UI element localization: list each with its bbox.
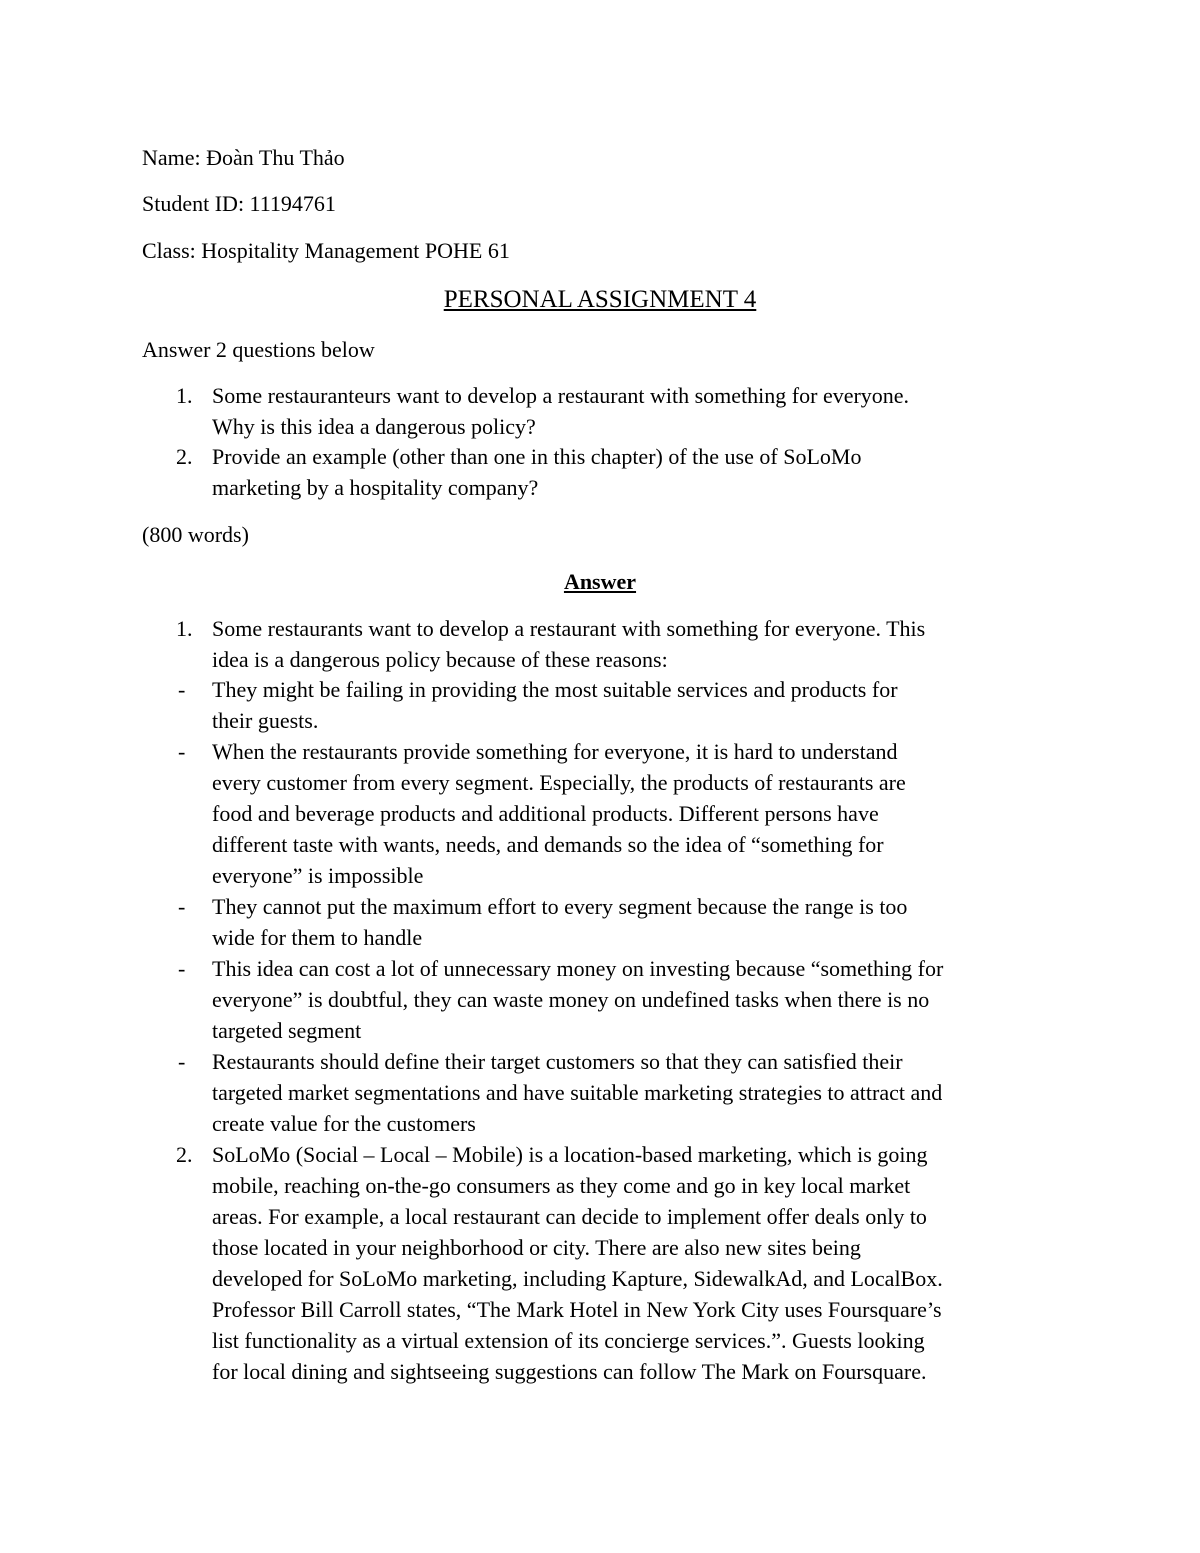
answer-line: SoLoMo (Social – Local – Mobile) is a location-based marketing, which is going [212, 1142, 928, 1167]
student-name: Name: Đoàn Thu Thảo [142, 145, 345, 170]
intro-text: Answer 2 questions below [142, 337, 375, 362]
student-id: Student ID: 11194761 [142, 191, 336, 216]
bullet-marker: - [178, 956, 186, 981]
answer-line: Some restaurants want to develop a restaurant with something for everyone. This [212, 616, 926, 641]
answer-line: developed for SoLoMo marketing, including Kapture, SidewalkAd, and LocalBox. [212, 1266, 943, 1291]
question-line: Provide an example (other than one in this chapter) of the use of SoLoMo [212, 444, 862, 469]
answer-number: 1. [176, 616, 193, 641]
bullet-marker: - [178, 677, 186, 702]
bullet-line: This idea can cost a lot of unnecessary money on investing because “something for [212, 956, 944, 981]
answer-line: idea is a dangerous policy because of these reasons: [212, 647, 668, 672]
bullet-line: They might be failing in providing the most suitable services and products for [212, 677, 898, 702]
bullet-marker: - [178, 739, 186, 764]
answer-line: mobile, reaching on-the-go consumers as they come and go in key local market [212, 1173, 911, 1198]
answer-line: Professor Bill Carroll states, “The Mark Hotel in New York City uses Foursquare’s [212, 1297, 942, 1322]
bullet-line: different taste with wants, needs, and demands so the idea of “something for [212, 832, 884, 857]
class-name: Class: Hospitality Management POHE 61 [142, 238, 510, 263]
question-line: Some restauranteurs want to develop a restaurant with something for everyone. [212, 383, 910, 408]
question-line: marketing by a hospitality company? [212, 475, 539, 500]
bullet-line: everyone” is impossible [212, 863, 424, 888]
bullet-marker: - [178, 894, 186, 919]
bullet-line: wide for them to handle [212, 925, 423, 950]
bullet-marker: - [178, 1049, 186, 1074]
answer-line: those located in your neighborhood or city. There are also new sites being [212, 1235, 861, 1260]
bullet-line: targeted market segmentations and have suitable marketing strategies to attract and [212, 1080, 943, 1105]
question-line: Why is this idea a dangerous policy? [212, 414, 536, 439]
answer-number: 2. [176, 1142, 193, 1167]
word-count: (800 words) [142, 522, 249, 547]
question-number: 1. [176, 383, 193, 408]
bullet-line: When the restaurants provide something for everyone, it is hard to understand [212, 739, 898, 764]
bullet-line: everyone” is doubtful, they can waste money on undefined tasks when there is no [212, 987, 930, 1012]
bullet-line: every customer from every segment. Especially, the products of restaurants are [212, 770, 906, 795]
bullet-line: Restaurants should define their target customers so that they can satisfied their [212, 1049, 903, 1074]
bullet-line: create value for the customers [212, 1111, 476, 1136]
answer-line: list functionality as a virtual extension of its concierge services.”. Guests looking [212, 1328, 925, 1353]
question-number: 2. [176, 444, 193, 469]
bullet-line: their guests. [212, 708, 319, 733]
assignment-title: PERSONAL ASSIGNMENT 4 [443, 286, 757, 313]
answer-line: for local dining and sightseeing suggestions can follow The Mark on Foursquare. [212, 1359, 927, 1384]
answer-line: areas. For example, a local restaurant can decide to implement offer deals only to [212, 1204, 927, 1229]
bullet-line: They cannot put the maximum effort to every segment because the range is too [212, 894, 908, 919]
bullet-line: food and beverage products and additional products. Different persons have [212, 801, 879, 826]
bullet-line: targeted segment [212, 1018, 362, 1043]
answer-heading: Answer [563, 569, 637, 594]
